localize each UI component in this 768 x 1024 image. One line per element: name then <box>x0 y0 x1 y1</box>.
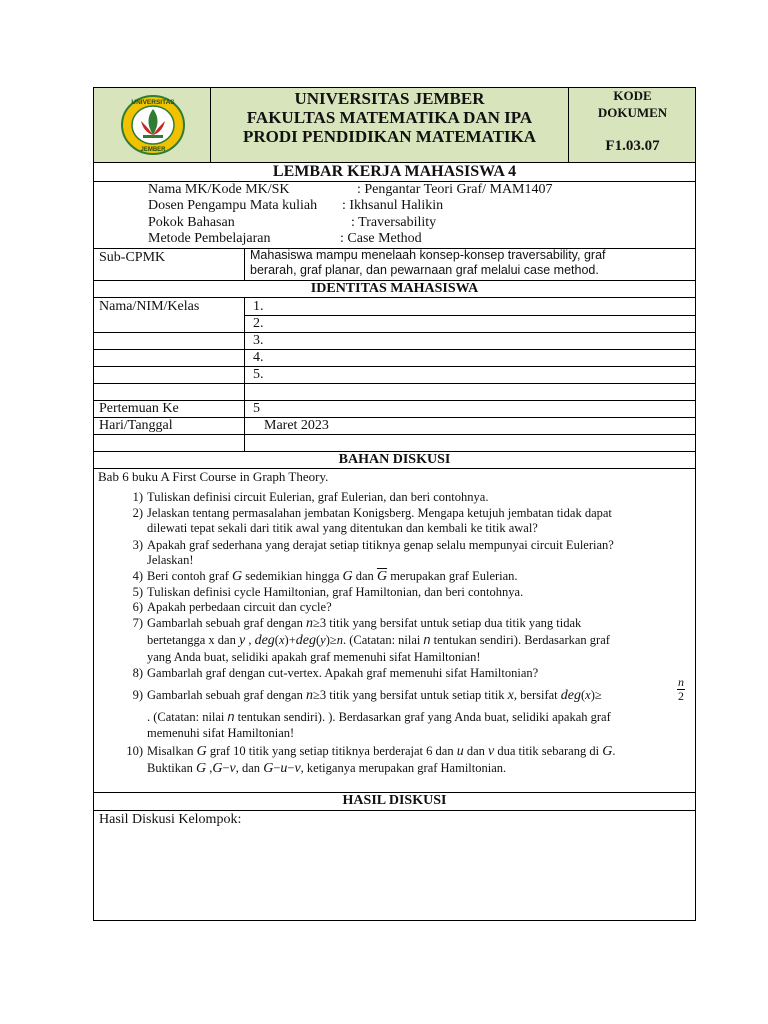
info-value-mk: : Pengantar Teori Graf/ MAM1407 <box>357 182 553 197</box>
rule <box>93 810 696 811</box>
q10-part-f: , dan <box>235 761 261 775</box>
info-label-mk: Nama MK/Kode MK/SK <box>148 182 290 197</box>
q3-line1: Apakah graf sederhana yang derajat setiap titiknya genap selalu mempunyai circuit Eulerian? <box>147 538 614 552</box>
rule <box>93 297 696 298</box>
info-label-metode: Metode Pembelajaran <box>148 231 271 246</box>
q4-part-c: dan <box>355 569 374 583</box>
rule <box>93 383 696 384</box>
logo-text-top: UNIVERSITAS <box>131 99 175 106</box>
q10-part-g: , ketiganya merupakan graf Hamiltonian. <box>300 761 507 775</box>
q7-part-b: titik yang bersifat untuk setiap dua titik yang tidak <box>329 616 582 630</box>
faculty-name: FAKULTAS MATEMATIKA DAN IPA <box>246 108 533 127</box>
q7-line3: yang Anda buat, selidiki apakah graf memenuhi sifat Hamiltonian! <box>147 650 481 664</box>
bahan-heading: BAHAN DISKUSI <box>338 452 451 467</box>
rule <box>93 400 696 401</box>
q4-part-d: merupakan graf Eulerian. <box>390 569 518 583</box>
q10-part-b: graf 10 titik yang setiap titiknya berderajat 6 dan <box>209 744 454 758</box>
q9-part-e: tentukan sendiri). ). Berdasarkan graf yang Anda buat, selidiki apakah graf <box>237 710 611 724</box>
sub-cpmk-line1: Mahasiswa mampu menelaah konsep-konsep traversability, graf <box>250 248 606 262</box>
q10-part-c: dan <box>466 744 485 758</box>
dokumen-label: DOKUMEN <box>597 105 668 120</box>
q10-part-a: Misalkan <box>147 744 194 758</box>
slot-1[interactable]: 1. <box>253 299 264 314</box>
q4-part-b: sedemikian hingga <box>245 569 340 583</box>
info-value-metode: : Case Method <box>340 231 422 246</box>
q9-part-c: , bersifat <box>513 688 558 702</box>
q8-text: Gambarlah graf dengan cut-vertex. Apakah graf memenuhi sifat Hamiltonian? <box>147 666 539 680</box>
nama-nim-label: Nama/NIM/Kelas <box>99 299 200 314</box>
slot-4[interactable]: 4. <box>253 350 264 365</box>
q7-part-a: Gambarlah sebuah graf dengan <box>147 616 303 630</box>
q3-line2: Jelaskan! <box>147 553 194 567</box>
tanggal-label: Hari/Tanggal <box>99 418 173 433</box>
rule <box>93 349 696 350</box>
slot-3[interactable]: 3. <box>253 333 264 348</box>
info-label-dosen: Dosen Pengampu Mata kuliah <box>148 198 318 213</box>
pertemuan-value: 5 <box>253 401 260 416</box>
q9-part-a: Gambarlah sebuah graf dengan <box>147 688 303 702</box>
rule <box>244 248 245 280</box>
rule <box>93 434 696 435</box>
q9-line3: memenuhi sifat Hamiltonian! <box>147 726 295 740</box>
q2-line2: dilewati tepat sekali dari titik awal yang ditentukan dan kembali ke titik awal? <box>147 521 538 535</box>
identitas-heading: IDENTITAS MAHASISWA <box>310 281 479 296</box>
q10-part-e: Buktikan <box>147 761 193 775</box>
rule <box>93 332 696 333</box>
q9-part-b: titik yang bersifat untuk setiap titik <box>329 688 505 702</box>
logo-text-bottom: JEMBER <box>140 147 166 153</box>
q6-text: Apakah perbedaan circuit dan cycle? <box>147 600 332 614</box>
hasil-label: Hasil Diskusi Kelompok: <box>99 812 242 827</box>
info-value-pokok: : Traversability <box>351 215 437 230</box>
q7-part-c: bertetangga x dan <box>147 633 236 647</box>
bahan-intro: Bab 6 buku A First Course in Graph Theory. <box>98 469 329 484</box>
prodi-name: PRODI PENDIDIKAN MATEMATIKA <box>242 127 537 146</box>
worksheet-title: LEMBAR KERJA MAHASISWA 4 <box>272 163 517 180</box>
sub-cpmk-label: Sub-CPMK <box>99 250 166 265</box>
info-label-pokok: Pokok Bahasan <box>148 215 235 230</box>
q4-part-a: Beri contoh graf <box>147 569 229 583</box>
q9-part-d: . (Catatan: nilai <box>147 710 225 724</box>
pertemuan-label: Pertemuan Ke <box>99 401 179 416</box>
tanggal-value: Maret 2023 <box>264 418 329 433</box>
info-value-dosen: : Ikhsanul Halikin <box>342 198 444 213</box>
q7-part-d: . (Catatan: nilai <box>342 633 421 647</box>
q1-text: Tuliskan definisi circuit Eulerian, graf Eulerian, dan beri contohnya. <box>147 490 489 504</box>
q7-part-e: tentukan sendiri). Berdasarkan graf <box>433 633 610 647</box>
rule <box>244 315 696 316</box>
kode-label: KODE <box>613 88 652 103</box>
q5-text: Tuliskan definisi cycle Hamiltonian, graf Hamiltonian, dan beri contohnya. <box>147 585 524 599</box>
rule <box>93 417 696 418</box>
fraction-n-over-2: n 2 <box>678 675 684 703</box>
hasil-heading: HASIL DISKUSI <box>342 793 447 808</box>
sub-cpmk-line2: berarah, graf planar, dan pewarnaan graf melalui case method. <box>250 263 599 277</box>
q10-part-d: dua titik sebarang di <box>497 744 600 758</box>
q2-line1: Jelaskan tentang permasalahan jembatan Konigsberg. Mengapa ketujuh jembatan tidak dapat <box>147 506 612 520</box>
rule <box>244 297 245 451</box>
slot-2[interactable]: 2. <box>253 316 264 331</box>
slot-5[interactable]: 5. <box>253 367 264 382</box>
university-name: UNIVERSITAS JEMBER <box>294 89 485 108</box>
rule <box>93 366 696 367</box>
kode-value: F1.03.07 <box>605 138 660 154</box>
university-logo <box>121 95 185 155</box>
hasil-answer-area[interactable] <box>95 830 694 919</box>
